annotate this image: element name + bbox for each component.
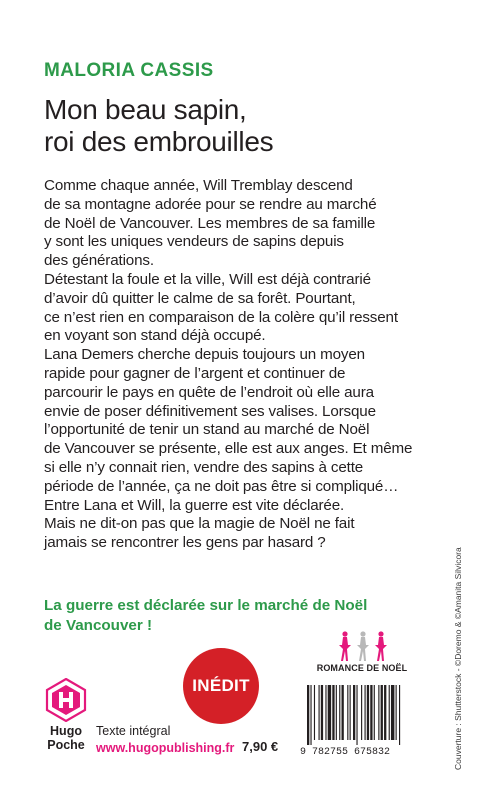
blurb-line: rapide pour gagner de l’argent et continuer de (44, 364, 346, 382)
blurb-line: en voyant son stand déjà occupé. (44, 327, 266, 345)
barcode-bar (399, 685, 400, 745)
blurb-line: y sont les uniques vendeurs de sapins depuis (44, 233, 344, 251)
barcode-digit-group: 9 (300, 747, 307, 758)
tagline-line: de Vancouver ! (44, 617, 153, 634)
barcode-bar (374, 685, 375, 740)
back-cover-blurb (44, 177, 444, 553)
barcode-bar (353, 685, 355, 740)
blurb-line: de Vancouver se présente, elle est aux anges. Et même (44, 440, 413, 458)
barcode-bar (339, 685, 340, 740)
blurb-line: Entre Lana et Will, la guerre est vite déclarée. (44, 496, 345, 514)
barcode-digits (300, 747, 440, 758)
dancers-icon (335, 630, 395, 662)
barcode-bar (310, 685, 311, 745)
barcode-bar (378, 685, 379, 740)
barcode-bar (356, 685, 357, 745)
barcode-bar (391, 685, 394, 740)
book-title (44, 94, 434, 158)
blurb-line: des générations. (44, 252, 154, 270)
blurb-line: Mais ne dit-on pas que la magie de Noël ne fait (44, 515, 355, 533)
barcode-digit-group: 782755 (312, 747, 349, 758)
barcode (305, 685, 435, 745)
barcode-bar (350, 685, 351, 740)
blurb-line: envie de poser définitivement ses valises. Lorsque (44, 402, 376, 420)
cover-credit: Couverture : Shutterstock - ©Doremo & ©Amanita Silvicora (453, 547, 463, 770)
blurb-line: jamais se rencontrer les gens par hasard ? (44, 534, 326, 552)
barcode-bar (367, 685, 369, 740)
barcode-bar (321, 685, 323, 740)
barcode-digit-group: 675832 (354, 747, 391, 758)
blurb-line: Comme chaque année, Will Tremblay descend (44, 177, 353, 194)
publisher-website[interactable]: www.hugopublishing.fr (96, 741, 235, 755)
barcode-bar (332, 685, 334, 740)
blurb-line: Détestant la foule et la ville, Will est déjà contrarié (44, 270, 371, 288)
barcode-bar (336, 685, 337, 740)
barcode-bar (381, 685, 383, 740)
blurb-line: période de l’année, ça ne doit pas être si compliqué… (44, 477, 399, 495)
barcode-bar (396, 685, 397, 740)
barcode-bar (361, 685, 362, 740)
blurb-line: Lana Demers cherche depuis toujours un moyen (44, 346, 365, 364)
texte-integral: Texte intégral (96, 724, 171, 738)
barcode-bar (384, 685, 386, 740)
hugo-poche-logo-icon (44, 678, 88, 722)
title-line: roi des embrouilles (44, 126, 274, 157)
barcode-bar (342, 685, 344, 740)
barcode-bar (347, 685, 348, 740)
title-line: Mon beau sapin, (44, 94, 247, 125)
publisher-line: Hugo (50, 724, 82, 738)
barcode-bar (365, 685, 366, 740)
barcode-bar (319, 685, 320, 740)
tagline-line: La guerre est déclarée sur le marché de Noël (44, 597, 368, 614)
barcode-bar (314, 685, 315, 740)
barcode-bar (325, 685, 326, 740)
blurb-line: de Noël de Vancouver. Les membres de sa famille (44, 214, 376, 232)
barcode-bar (328, 685, 331, 740)
barcode-bar (389, 685, 390, 740)
blurb-line: parcourir le pays en quête de l’endroit où elle aura (44, 383, 374, 401)
blurb-line: d’avoir dû quitter le calme de sa forêt. Pourtant, (44, 289, 356, 307)
barcode-bar (307, 685, 309, 745)
blurb-line: de sa montagne adorée pour se rendre au marché (44, 195, 377, 213)
author-name: MALORIA CASSIS (44, 60, 214, 81)
publisher-logo-text (40, 724, 92, 752)
publisher-line: Poche (47, 738, 85, 752)
inedit-badge: INÉDIT (183, 648, 259, 724)
barcode-bar (370, 685, 372, 740)
blurb-line: si elle n’y connait rien, vendre des sapins à cette (44, 458, 364, 476)
blurb-line: ce n’est rien en comparaison de la colère qu’il ressent (44, 308, 398, 326)
blurb-line: l’opportunité de tenir un stand au marché de Noël (44, 421, 370, 439)
collection-label: ROMANCE DE NOËL (316, 663, 408, 673)
price: 7,90 € (242, 739, 279, 754)
